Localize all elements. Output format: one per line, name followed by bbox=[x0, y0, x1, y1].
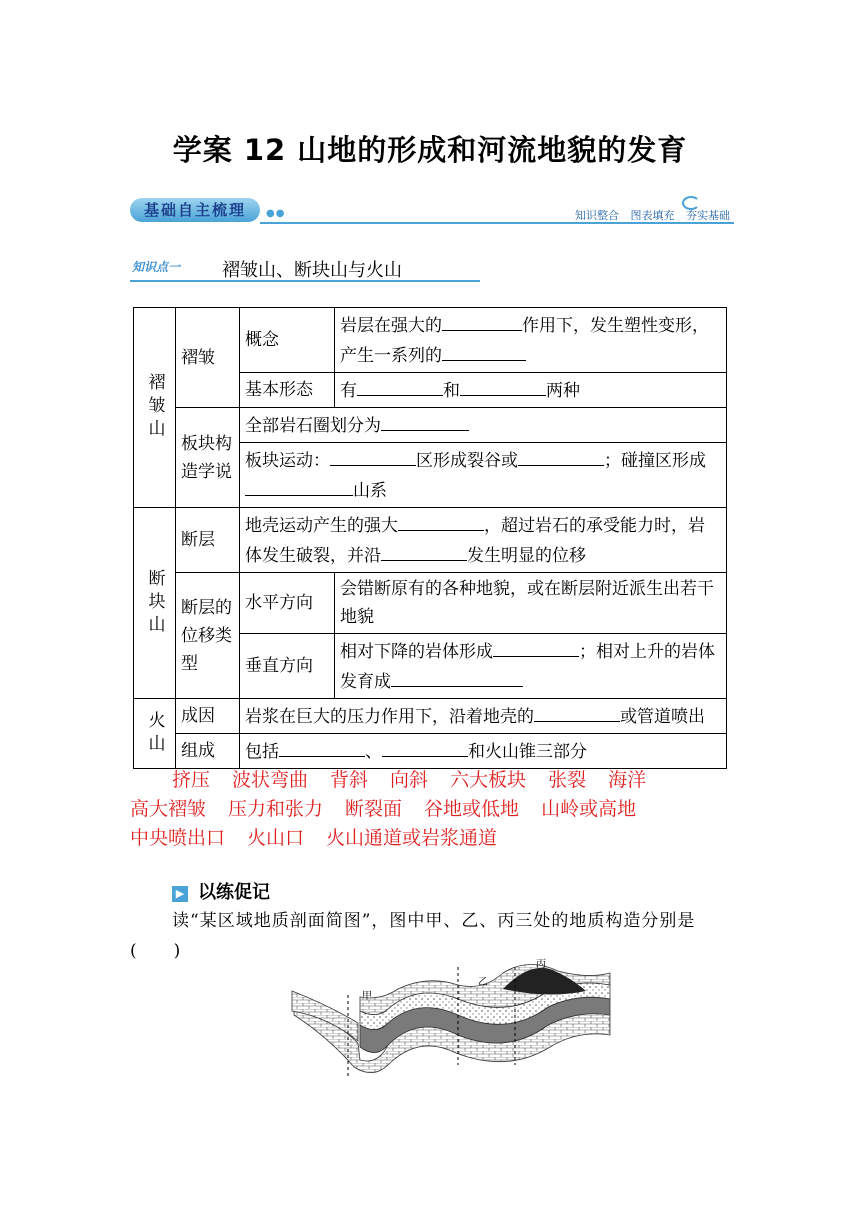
answer-item: 高大褶皱 bbox=[130, 798, 207, 820]
section-label: 基础自主梳理 bbox=[130, 198, 260, 222]
blank bbox=[357, 375, 443, 396]
banner-dots-icon: ●● bbox=[266, 208, 286, 219]
knowledge-table bbox=[133, 307, 727, 769]
geologic-profile-figure bbox=[288, 955, 614, 1080]
subcategory-fold: 褶皱 bbox=[176, 308, 240, 408]
subcategory-displacement-type: 断层的位移类型 bbox=[176, 573, 240, 699]
category-fault-block-mountain: 断块山 bbox=[134, 508, 176, 699]
blank bbox=[534, 701, 620, 722]
blank bbox=[460, 375, 546, 396]
blank bbox=[381, 410, 469, 431]
answer-item: 断裂面 bbox=[345, 798, 403, 820]
blank bbox=[382, 736, 468, 757]
subcategory-composition: 组成 bbox=[176, 734, 240, 769]
label-concept: 概念 bbox=[240, 308, 335, 373]
page-title: 学案 12 山地的形成和河流地貌的发育 bbox=[172, 133, 688, 167]
blank bbox=[518, 445, 604, 466]
subcategory-cause: 成因 bbox=[176, 699, 240, 734]
play-triangle-icon: ▶ bbox=[172, 886, 188, 902]
blank bbox=[245, 475, 353, 496]
answer-item: 火山口 bbox=[247, 827, 305, 849]
answer-item: 山岭或高地 bbox=[541, 798, 637, 820]
label-yi: 乙 bbox=[478, 977, 488, 988]
cause-content: 岩浆在巨大的压力作用下，沿着地壳的 或管道喷出 bbox=[240, 699, 727, 734]
concept-content: 岩层在强大的 作用下，发生塑性变形，产生一系列的 bbox=[335, 308, 727, 373]
blank bbox=[279, 736, 365, 757]
vertical-content: 相对下降的岩体形成 ；相对上升的岩体发育成 bbox=[335, 634, 727, 699]
answer-item: 向斜 bbox=[390, 769, 429, 791]
section-banner bbox=[130, 196, 734, 226]
label-basic-form: 基本形态 bbox=[240, 373, 335, 408]
basic-form-content: 有 和 两种 bbox=[335, 373, 727, 408]
knowledge-point-tag: 知识点一 bbox=[132, 260, 181, 274]
horizontal-content: 会错断原有的各种地貌，或在断层附近派生出若干地貌 bbox=[335, 573, 727, 634]
label-horizontal: 水平方向 bbox=[240, 573, 335, 634]
answer-item: 六大板块 bbox=[450, 769, 527, 791]
category-fold-mountain: 褶皱山 bbox=[134, 308, 176, 508]
practice-question: 读“某区域地质剖面简图”，图中甲、乙、丙三处的地质构造分别是( ) bbox=[130, 911, 696, 961]
answer-item: 压力和张力 bbox=[228, 798, 324, 820]
answer-key bbox=[130, 766, 734, 853]
answer-item: 波状弯曲 bbox=[232, 769, 309, 791]
blank bbox=[493, 636, 579, 657]
blank bbox=[330, 445, 416, 466]
label-vertical: 垂直方向 bbox=[240, 634, 335, 699]
category-volcano: 火山 bbox=[134, 699, 176, 769]
label-bing: 丙 bbox=[536, 959, 546, 970]
plate-motion-content: 板块运动： 区形成裂谷或 ；碰撞区形成山系 bbox=[240, 443, 727, 508]
plate-division-content: 全部岩石圈划分为 bbox=[240, 408, 727, 443]
blank bbox=[442, 340, 526, 361]
knowledge-point-title: 褶皱山、断块山与火山 bbox=[222, 260, 402, 281]
answer-item: 背斜 bbox=[330, 769, 369, 791]
subcategory-fault: 断层 bbox=[176, 508, 240, 573]
label-jia: 甲 bbox=[362, 991, 372, 1002]
answer-item: 张裂 bbox=[548, 769, 587, 791]
banner-right-text: 知识整合 图表填充 夯实基础 bbox=[575, 209, 730, 222]
answer-item: 中央喷出口 bbox=[130, 827, 226, 849]
fault-content: 地壳运动产生的强大 ，超过岩石的承受能力时，岩体发生破裂，并沿 发生明显的位移 bbox=[240, 508, 727, 573]
subcategory-plate-theory: 板块构造学说 bbox=[176, 408, 240, 508]
practice-heading: ▶ 以练促记 bbox=[172, 878, 270, 904]
blank bbox=[391, 666, 523, 687]
composition-content: 包括 、 和火山锥三部分 bbox=[240, 734, 727, 769]
answer-item: 挤压 bbox=[172, 769, 211, 791]
answer-item: 海洋 bbox=[608, 769, 647, 791]
answer-item: 谷地或低地 bbox=[424, 798, 520, 820]
knowledge-point-header bbox=[130, 256, 480, 282]
blank bbox=[381, 540, 467, 561]
answer-item: 火山通道或岩浆通道 bbox=[326, 827, 498, 849]
blank bbox=[442, 310, 522, 331]
blank bbox=[398, 510, 484, 531]
